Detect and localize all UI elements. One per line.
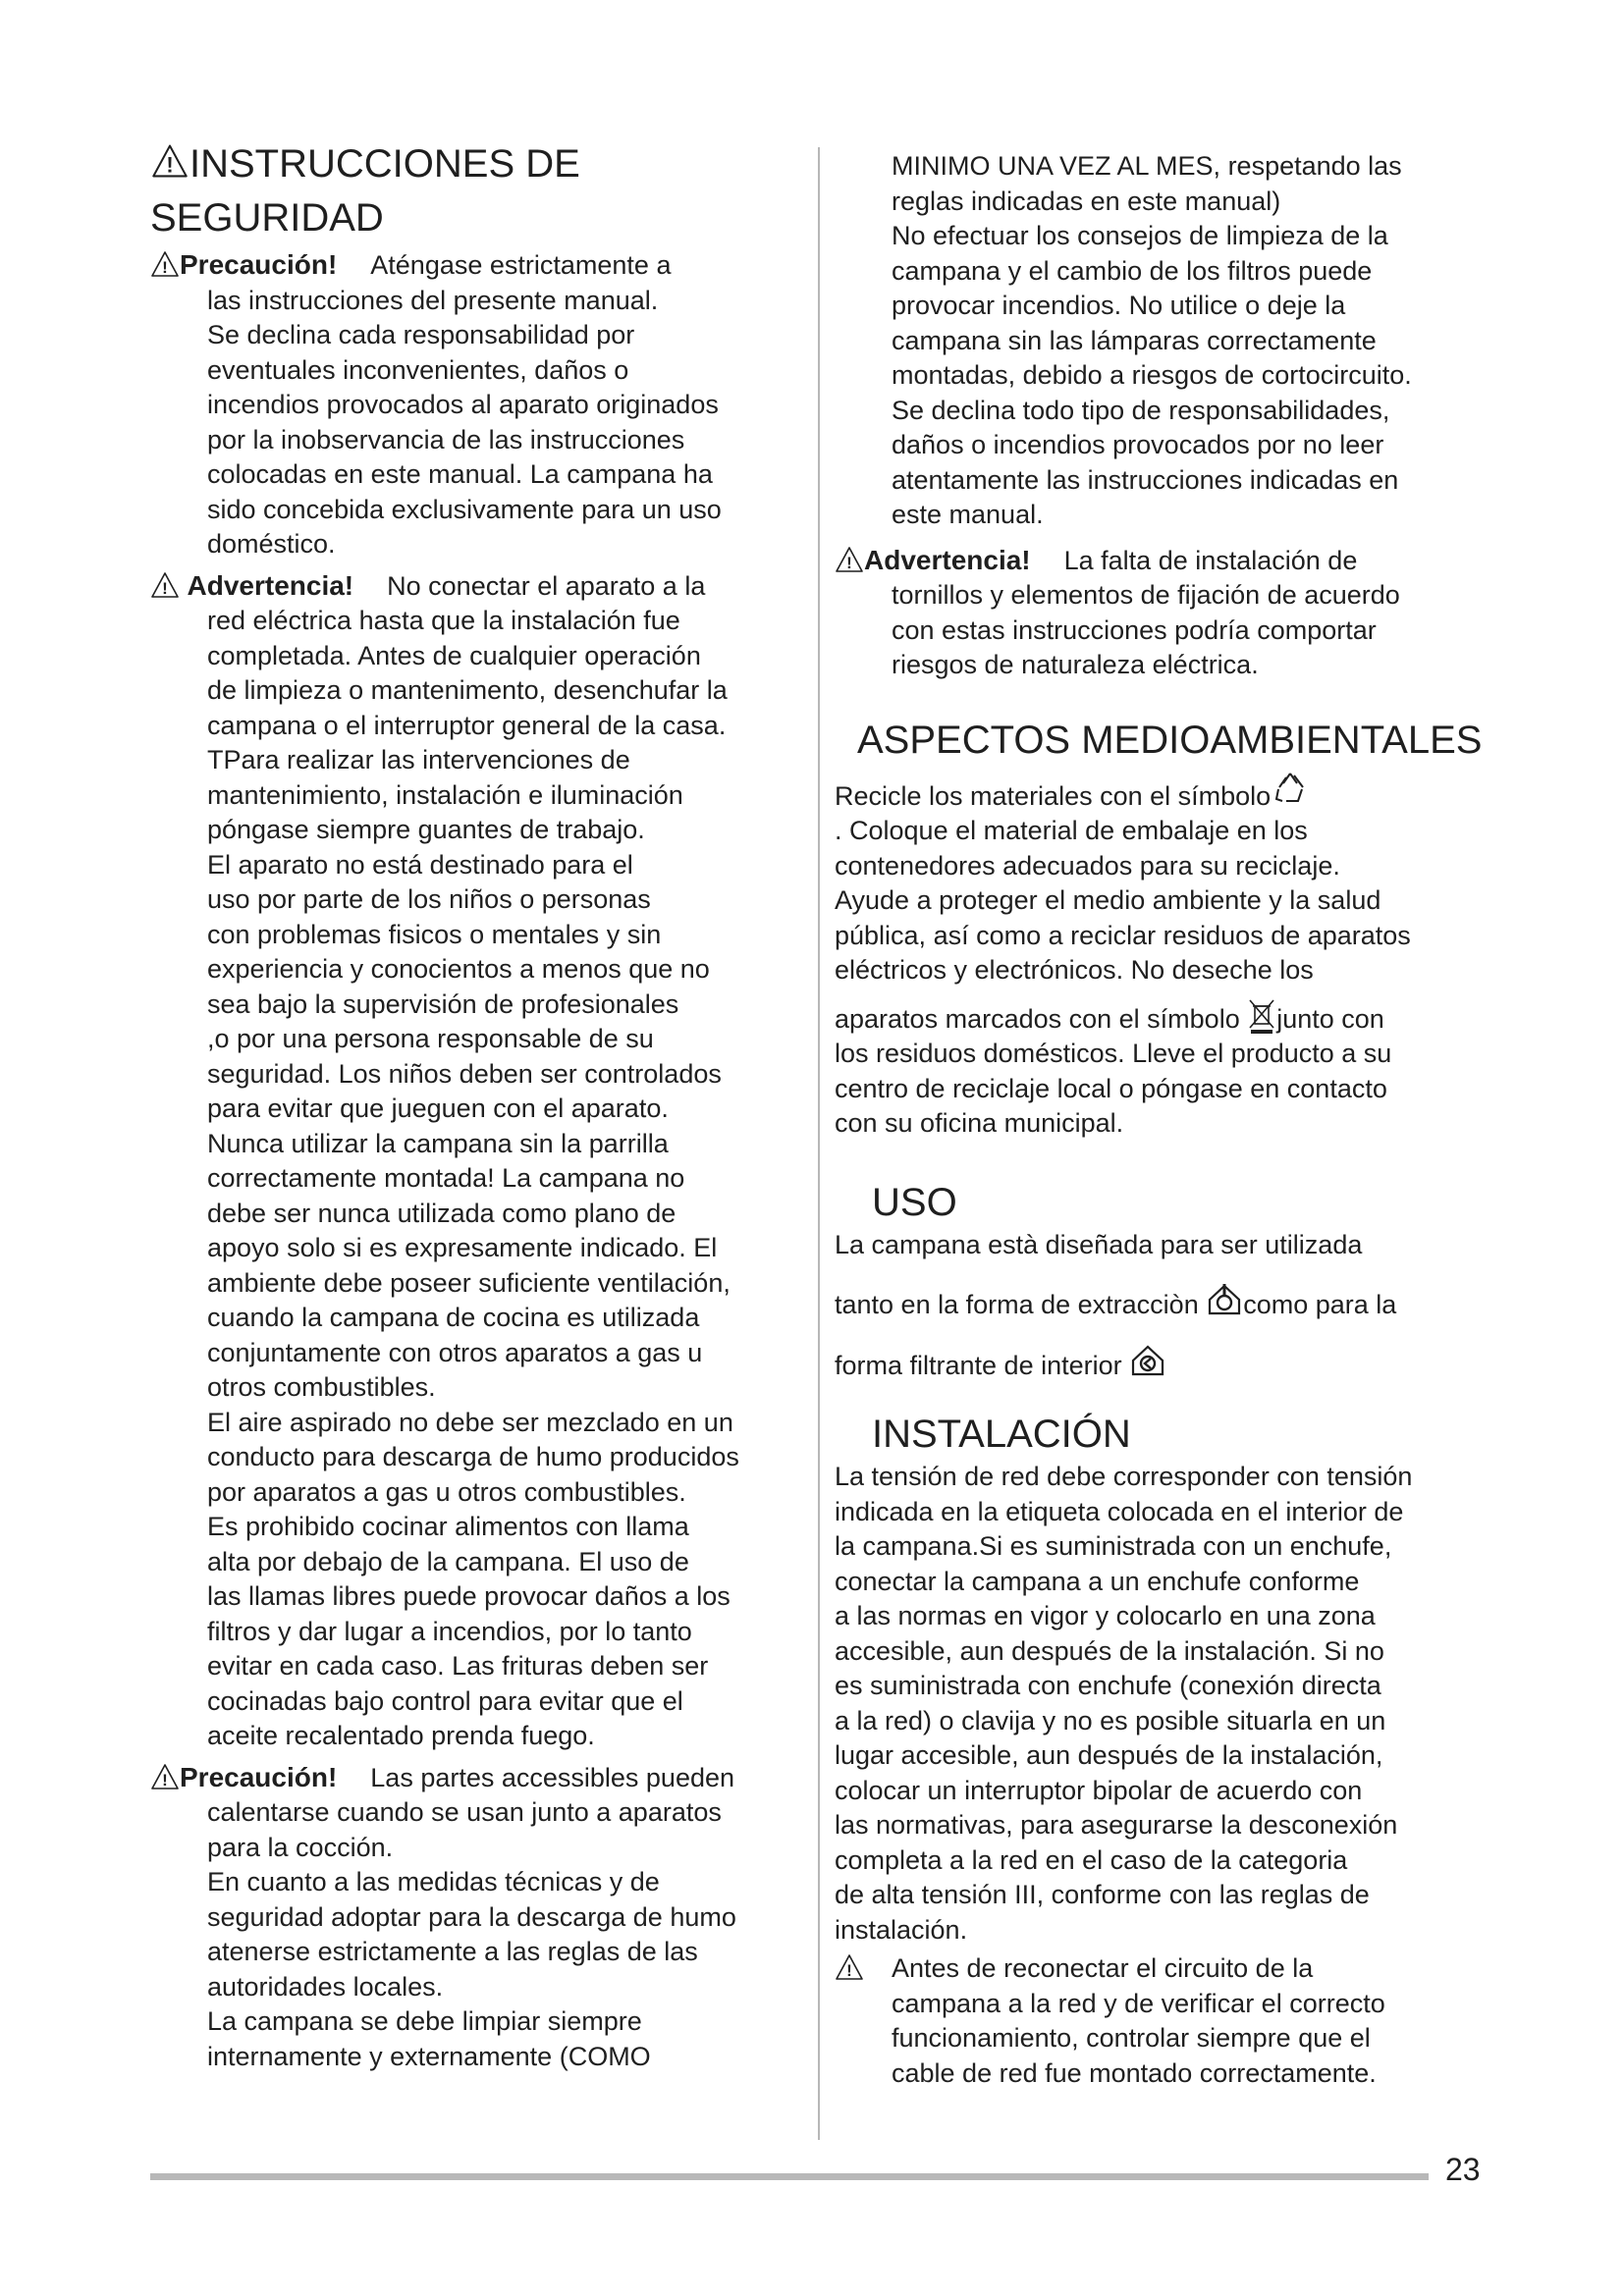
advertencia-line: tornillos y elementos de fijación de acuerdo [892, 580, 1400, 610]
instalacion-line: La tensión de red debe corresponder con tensión [835, 1462, 1413, 1491]
environment-line: centro de reciclaje local o póngase en contacto [835, 1073, 1387, 1103]
environment-line: pública, así como a reciclar residuos de aparatos [835, 920, 1411, 950]
advertencia-line: filtros y dar lugar a incendios, por lo tanto [207, 1616, 692, 1646]
environment-line: contenedores adecuados para su reciclaje. [835, 850, 1340, 881]
advertencia-line: de limpieza o mantenimento, desenchufar la [207, 675, 728, 705]
environment-line: . Coloque el material de embalaje en los [835, 816, 1308, 845]
advertencia-line: evitar en cada caso. Las frituras deben ser [207, 1651, 709, 1681]
advertencia-line: con problemas fisicos o mentales y sin [207, 919, 662, 949]
advertencia-label: Advertencia! [864, 544, 1031, 575]
precaucion-line: Se declina cada responsabilidad por [207, 320, 635, 349]
instalacion-warning [835, 1951, 1502, 2091]
precaucion-line: campana sin las lámparas correctamente [892, 325, 1377, 355]
environment-line: Ayude a proteger el medio ambiente y la salud [835, 885, 1381, 915]
advertencia-line: póngase siempre guantes de trabajo. [207, 815, 645, 844]
uso-title: USO [872, 1180, 957, 1224]
precaucion-line: En cuanto a las medidas técnicas y de [207, 1867, 660, 1896]
advertencia-line: conducto para descarga de humo producidos [207, 1442, 739, 1471]
environment-weee-text-after: junto con [1276, 1003, 1384, 1034]
advertencia-line: riesgos de naturaleza eléctrica. [892, 650, 1259, 679]
precaucion-line: Se declina todo tipo de responsabilidades, [892, 395, 1390, 425]
advertencia-line: por aparatos a gas u otros combustibles. [207, 1476, 686, 1507]
advertencia-line: Es prohibido cocinar alimentos con llama [207, 1512, 689, 1541]
instalacion-line: lugar accesible, aun después de la instalación, [835, 1740, 1383, 1770]
advertencia-line: La falta de instalación de [1063, 545, 1358, 575]
precaucion-line: sido concebida exclusivamente para un uso [207, 494, 722, 524]
advertencia-line: red eléctrica hasta que la instalación fue [207, 606, 680, 635]
precaucion-line: incendios provocados al aparato originados [207, 390, 719, 419]
environment-title: ASPECTOS MEDIOAMBIENTALES [857, 718, 1483, 762]
environment-text [835, 770, 1502, 1142]
advertencia-line: debe ser nunca utilizada como plano de [207, 1198, 677, 1228]
advertencia-line: El aparato no está destinado para el [207, 849, 633, 880]
precaucion-line: campana y el cambio de los filtros puede [892, 255, 1373, 286]
safety-title-line2: SEGURIDAD [150, 196, 384, 240]
right-column [835, 149, 1502, 2091]
precaucion-line: atenerse estrictamente a las reglas de las [207, 1937, 698, 1966]
precaucion-line: este manual. [892, 500, 1044, 529]
advertencia-label: Advertencia! [187, 569, 354, 601]
uso-line: La campana està diseñada para ser utilizada [835, 1229, 1363, 1259]
warning-icon [150, 571, 180, 599]
precaucion-line: atentamente las instrucciones indicadas en [892, 464, 1399, 495]
advertencia-line: apoyo solo si es expresamente indicado. El [207, 1233, 718, 1262]
instalacion-warning-line: Antes de reconectar el circuito de la [892, 1953, 1314, 1983]
advertencia-line: No conectar el aparato a la [387, 570, 706, 601]
advertencia-1 [150, 568, 798, 1754]
instalacion-title: INSTALACIÓN [872, 1413, 1131, 1456]
advertencia-2 [835, 543, 1502, 683]
advertencia-line: experiencia y conocientos a menos que no [207, 954, 710, 984]
instalacion-line: las normativas, para asegurarse la desconexión [835, 1810, 1398, 1840]
precaucion-line: calentarse cuando se usan junto a aparatos [207, 1797, 722, 1827]
environment-line: los residuos domésticos. Lleve el producto a su [835, 1039, 1392, 1068]
instalacion-line: indicada en la etiqueta colocada en el interior de [835, 1496, 1404, 1526]
advertencia-line: completada. Antes de cualquier operación [207, 640, 701, 670]
uso-line: forma filtrante de interior [835, 1350, 1130, 1380]
advertencia-line: otros combustibles. [207, 1372, 436, 1402]
column-divider [818, 147, 820, 2140]
advertencia-line: ,o por una persona responsable de su [207, 1024, 654, 1053]
warning-icon [150, 1763, 180, 1790]
advertencia-line: con estas instrucciones podría comportar [892, 614, 1377, 645]
precaucion-label: Precaución! [180, 1761, 338, 1792]
precaucion-line: La campana se debe limpiar siempre [207, 2006, 642, 2036]
environment-weee-text: aparatos marcados con el símbolo [835, 1003, 1248, 1034]
precaucion-line: las instrucciones del presente manual. [207, 285, 659, 315]
precaucion-line: montadas, debido a riesgos de cortocircuito. [892, 360, 1412, 390]
advertencia-line: aceite recalentado prenda fuego. [207, 1721, 595, 1750]
advertencia-line: El aire aspirado no debe ser mezclado en un [207, 1407, 733, 1437]
extraction-mode-icon [1206, 1282, 1243, 1317]
instalacion-line: a la red) o clavija y no es posible situarla en un [835, 1705, 1386, 1735]
precaucion-line: No efectuar los consejos de limpieza de la [892, 221, 1388, 250]
filter-mode-icon [1129, 1343, 1166, 1378]
instalacion-line: colocar un interruptor bipolar de acuerdo con [835, 1775, 1363, 1805]
precaucion-line: colocadas en este manual. La campana ha [207, 459, 713, 489]
left-column [150, 137, 798, 2074]
advertencia-line: correctamente montada! La campana no [207, 1163, 685, 1193]
instalacion-warning-line: cable de red fue montado correctamente. [892, 2057, 1377, 2088]
advertencia-line: las llamas libres puede provocar daños a los [207, 1581, 731, 1611]
advertencia-line: Nunca utilizar la campana sin la parrilla [207, 1128, 669, 1158]
instalacion-line: de alta tensión III, conforme con las reglas de [835, 1880, 1370, 1909]
safety-title-line1: INSTRUCCIONES DE [189, 142, 580, 186]
instalacion-text [835, 1460, 1502, 1948]
advertencia-line: uso por parte de los niños o personas [207, 884, 651, 914]
precaucion-line: Aténgase estrictamente a [370, 250, 672, 280]
environment-line: eléctricos y electrónicos. No deseche los [835, 955, 1314, 985]
page-number: 23 [1445, 2152, 1481, 2187]
precaucion-line: para la cocción. [207, 1832, 394, 1862]
instalacion-warning-line: campana a la red y de verificar el correcto [892, 1988, 1385, 2018]
environment-line: Recicle los materiales con el símbolo [835, 780, 1272, 811]
precaucion-1 [150, 247, 798, 562]
environment-line: con su oficina municipal. [835, 1108, 1124, 1138]
instalacion-line: instalación. [835, 1914, 968, 1945]
advertencia-line: alta por debajo de la campana. El uso de [207, 1546, 689, 1576]
precaucion-line: eventuales inconvenientes, daños o [207, 354, 629, 385]
advertencia-line: cocinadas bajo control para evitar que el [207, 1685, 683, 1716]
precaucion-line: reglas indicadas en este manual) [892, 186, 1281, 216]
uso-line: tanto en la forma de extracciòn [835, 1290, 1207, 1319]
advertencia-line: ambiente debe poseer suficiente ventilación, [207, 1267, 731, 1298]
footer-rule [150, 2173, 1429, 2180]
advertencia-line: para evitar que jueguen con el aparato. [207, 1094, 669, 1123]
precaucion-line: por la inobservancia de las instrucciones [207, 424, 685, 454]
precaucion-line: daños o incendios provocados por no leer [892, 430, 1384, 459]
precaucion-2-continued [835, 149, 1502, 533]
advertencia-line: conjuntamente con otros aparatos a gas u [207, 1337, 703, 1367]
safety-title [150, 137, 798, 245]
advertencia-line: sea bajo la supervisión de profesionales [207, 988, 679, 1019]
weee-bin-icon [1247, 996, 1276, 1036]
instalacion-line: la campana.Si es suministrada con un enchufe, [835, 1531, 1392, 1561]
advertencia-line: seguridad. Los niños deben ser controlados [207, 1058, 722, 1089]
precaucion-2 [150, 1760, 798, 2075]
instalacion-line: conectar la campana a un enchufe conforme [835, 1566, 1360, 1596]
instalacion-line: accesible, aun después de la instalación. Si no [835, 1635, 1384, 1666]
advertencia-line: mantenimiento, instalación e iluminación [207, 779, 683, 810]
warning-icon [835, 546, 864, 573]
uso-text [835, 1228, 1502, 1384]
warning-icon [835, 1953, 864, 1981]
precaucion-label: Precaución! [180, 249, 338, 280]
precaucion-line: doméstico. [207, 529, 336, 559]
advertencia-line: campana o el interruptor general de la casa. [207, 710, 727, 740]
instalacion-line: a las normas en vigor y colocarlo en una zona [835, 1601, 1376, 1630]
precaucion-line: provocar incendios. No utilice o deje la [892, 291, 1346, 320]
precaucion-line: Las partes accessibles pueden [370, 1762, 735, 1792]
recycle-icon [1271, 770, 1310, 807]
advertencia-line: TPara realizar las intervenciones de [207, 745, 630, 774]
instalacion-line: es suministrada con enchufe (conexión directa [835, 1671, 1381, 1700]
warning-icon [150, 250, 180, 278]
precaucion-line: autoridades locales. [207, 1971, 444, 2002]
precaucion-line: MINIMO UNA VEZ AL MES, respetando las [892, 151, 1402, 181]
instalacion-line: completa a la red en el caso de la categoria [835, 1844, 1348, 1875]
precaucion-line: seguridad adoptar para la descarga de humo [207, 1901, 736, 1932]
uso-line: como para la [1243, 1290, 1397, 1319]
advertencia-line: cuando la campana de cocina es utilizada [207, 1303, 700, 1332]
warning-icon [150, 143, 189, 179]
precaucion-line: internamente y externamente (COMO [207, 2041, 651, 2071]
instalacion-warning-line: funcionamiento, controlar siempre que el [892, 2023, 1371, 2053]
